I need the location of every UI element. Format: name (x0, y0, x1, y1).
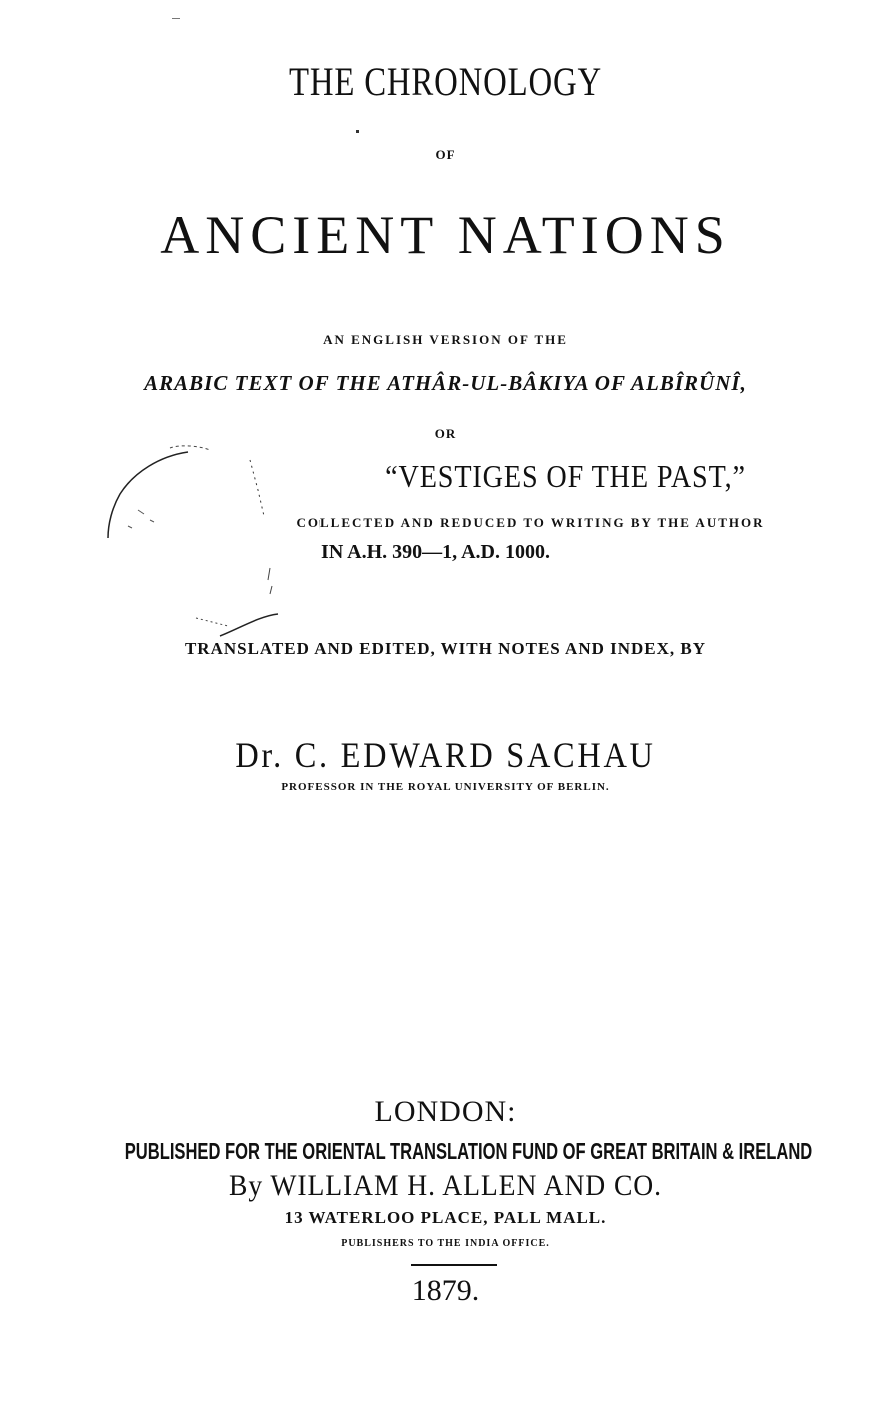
credit-author: Dr. C. EDWARD SACHAU (235, 735, 656, 775)
imprint-city: LONDON: (374, 1095, 517, 1128)
credit-translated: TRANSLATED AND EDITED, WITH NOTES AND INDEX, BY (184, 639, 707, 658)
subtitle-date: IN A.H. 390—1, A.D. 1000. (321, 541, 550, 563)
title-ancient-nations: ANCIENT NATIONS (160, 205, 731, 265)
scan-mark (172, 18, 180, 19)
subtitle-vestiges: “VESTIGES OF THE PAST,” (385, 458, 746, 494)
scan-dot (356, 130, 359, 133)
imprint-published-for: PUBLISHED FOR THE ORIENTAL TRANSLATION FUND OF GREAT BRITAIN & IRELAND (124, 1138, 813, 1164)
imprint-year: 1879. (411, 1274, 480, 1307)
title-of: OF (435, 147, 456, 162)
title-chronology: THE CHRONOLOGY (288, 59, 603, 104)
subtitle-collected: COLLECTED AND REDUCED TO WRITING BY THE AUTHOR (296, 515, 765, 530)
subtitle-english-version: AN ENGLISH VERSION OF THE (323, 332, 568, 347)
imprint-rule (411, 1264, 497, 1266)
imprint-address: 13 WATERLOO PLACE, PALL MALL. (284, 1208, 607, 1227)
subtitle-or: OR (434, 426, 457, 441)
subtitle-arabic-text: ARABIC TEXT OF THE ATHÂR-UL-BÂKIYA OF ALBÎRÛNÎ, (144, 371, 747, 395)
imprint-publisher: By WILLIAM H. ALLEN AND CO. (229, 1169, 662, 1202)
imprint-note: PUBLISHERS TO THE INDIA OFFICE. (341, 1238, 550, 1249)
credit-affiliation: PROFESSOR IN THE ROYAL UNIVERSITY OF BERLIN. (281, 781, 610, 793)
